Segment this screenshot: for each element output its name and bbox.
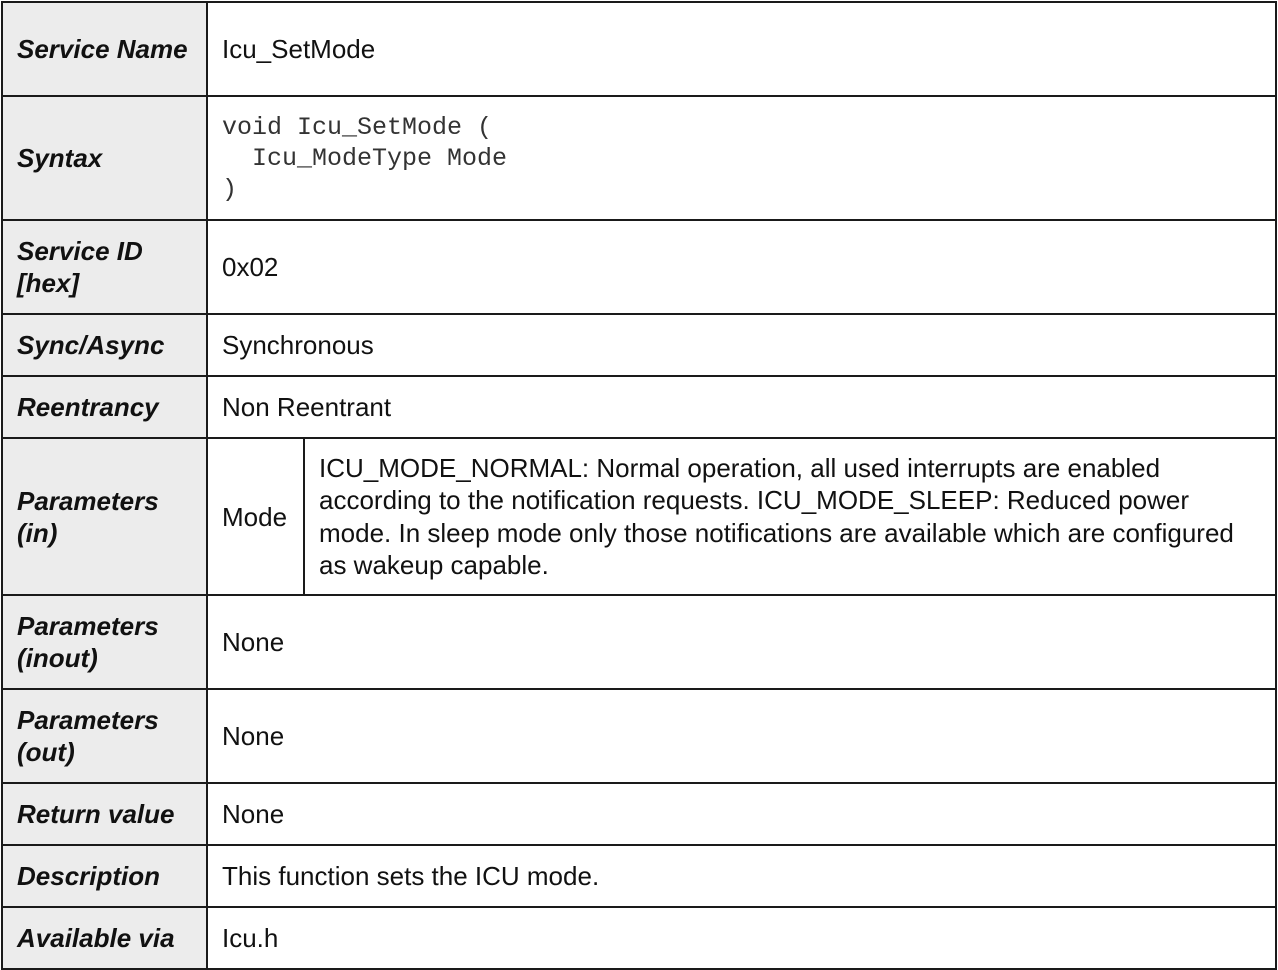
row-parameters-in — [2, 438, 1276, 595]
label-reentrancy: Reentrancy — [2, 376, 207, 438]
row-service-name — [2, 2, 1276, 96]
label-parameters-in: Parameters (in) — [2, 438, 207, 595]
label-service-id: Service ID [hex] — [2, 220, 207, 314]
row-sync-async — [2, 314, 1276, 376]
value-sync-async: Synchronous — [207, 314, 1276, 376]
row-parameters-out — [2, 689, 1276, 783]
label-available-via: Available via — [2, 907, 207, 969]
label-sync-async: Sync/Async — [2, 314, 207, 376]
value-reentrancy: Non Reentrant — [207, 376, 1276, 438]
label-parameters-inout: Parameters (inout) — [2, 595, 207, 689]
syntax-line-1: void Icu_SetMode ( — [222, 112, 493, 142]
value-service-name: Icu_SetMode — [207, 2, 1276, 96]
label-syntax: Syntax — [2, 96, 207, 220]
row-parameters-inout — [2, 595, 1276, 689]
syntax-line-3: ) — [222, 174, 238, 204]
label-parameters-out: Parameters (out) — [2, 689, 207, 783]
param-description-mode — [304, 438, 1276, 595]
label-service-name: Service Name — [2, 2, 207, 96]
row-description — [2, 845, 1276, 907]
param-name-mode: Mode — [207, 438, 304, 595]
value-parameters-out: None — [207, 689, 1276, 783]
row-service-id — [2, 220, 1276, 314]
value-parameters-inout: None — [207, 595, 1276, 689]
row-available-via — [2, 907, 1276, 969]
value-return-value: None — [207, 783, 1276, 845]
row-syntax — [2, 96, 1276, 220]
value-syntax — [207, 96, 1276, 220]
syntax-line-2: Icu_ModeType Mode — [222, 143, 508, 173]
row-return-value — [2, 783, 1276, 845]
value-service-id: 0x02 — [207, 220, 1276, 314]
value-description: This function sets the ICU mode. — [207, 845, 1276, 907]
service-spec-table — [1, 1, 1277, 970]
value-available-via: Icu.h — [207, 907, 1276, 969]
row-reentrancy — [2, 376, 1276, 438]
label-description: Description — [2, 845, 207, 907]
label-return-value: Return value — [2, 783, 207, 845]
param-description-text: ICU_MODE_NORMAL: Normal operation, all used interrupts are enabled according to the notification requests. ICU_MODE_SLEEP: Reduced power mode. In sleep mode only those notifications are available which are configured as wakeup capable. — [319, 452, 1234, 580]
